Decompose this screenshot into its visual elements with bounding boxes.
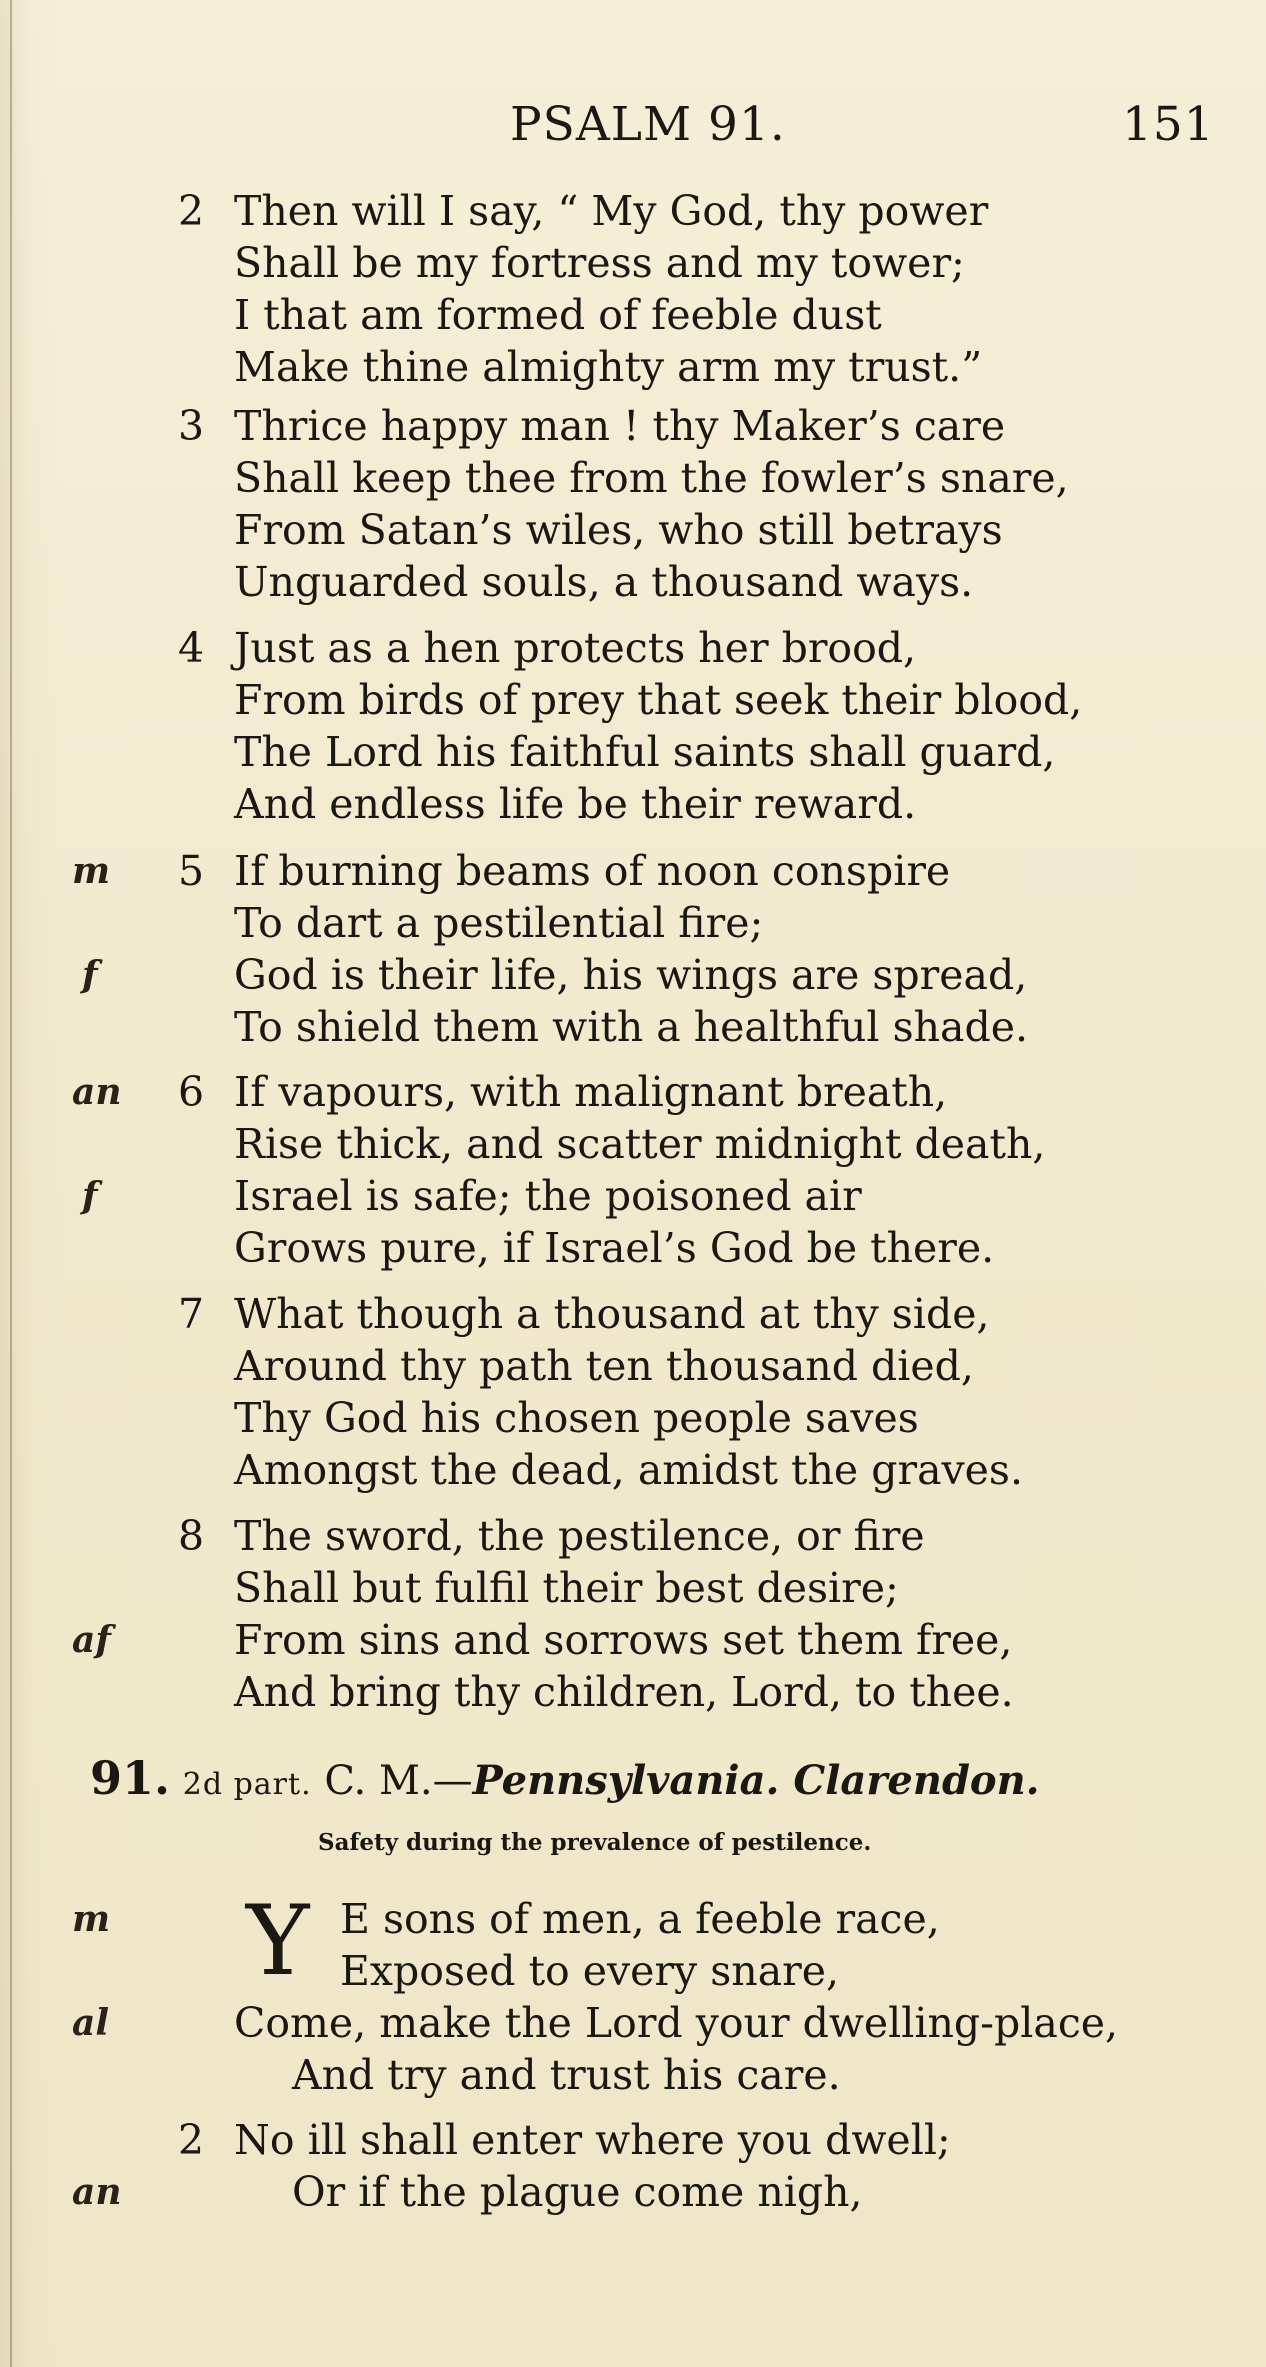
- verse-number: 7: [178, 1290, 205, 1338]
- drop-cap: Y: [246, 1885, 310, 1997]
- verse-line: Shall but fulfil their best desire;: [234, 1564, 899, 1612]
- dynamic-mark: al: [72, 2002, 110, 2044]
- verse-line: Israel is safe; the poisoned air: [234, 1172, 862, 1220]
- verse-line: Just as a hen protects her brood,: [234, 624, 917, 672]
- verse-line: From birds of prey that seek their blood,: [234, 676, 1083, 724]
- dynamic-mark: an: [72, 2171, 122, 2213]
- verse-line: From Satan’s wiles, who still betrays: [234, 506, 1003, 554]
- verse-line: Or if the plague come nigh,: [292, 2168, 863, 2216]
- verse-number: 4: [178, 624, 205, 672]
- verse-line: I that am formed of feeble dust: [234, 291, 882, 339]
- dynamic-mark: f: [82, 954, 98, 996]
- hymn-part: 2d part.: [182, 1767, 312, 1802]
- hymn-heading: [90, 1750, 1040, 1813]
- verse-line: If vapours, with malignant breath,: [234, 1068, 948, 1116]
- verse-line: And bring thy children, Lord, to thee.: [234, 1668, 1014, 1716]
- verse-number: 2: [178, 2116, 205, 2164]
- verse-line: Thy God his chosen people saves: [234, 1394, 919, 1442]
- verse-line: God is their life, his wings are spread,: [234, 951, 1028, 999]
- verse-line: Make thine almighty arm my trust.”: [234, 343, 983, 391]
- verse-number: 3: [178, 402, 205, 450]
- verse-line: The sword, the pestilence, or fire: [234, 1512, 925, 1560]
- dynamic-mark: m: [72, 850, 111, 892]
- verse-line: Shall keep thee from the fowler’s snare,: [234, 454, 1069, 502]
- verse-number: 8: [178, 1512, 205, 1560]
- verse-line: What though a thousand at thy side,: [234, 1290, 990, 1338]
- verse-line: To shield them with a healthful shade.: [234, 1003, 1029, 1051]
- hymn-meter: C. M.—: [324, 1758, 473, 1804]
- dynamic-mark: af: [72, 1619, 111, 1661]
- page-number: 151: [1122, 97, 1215, 152]
- verse-line: Around thy path ten thousand died,: [234, 1342, 974, 1390]
- verse-line: Grows pure, if Israel’s God be there.: [234, 1224, 995, 1272]
- verse-line: No ill shall enter where you dwell;: [234, 2116, 951, 2164]
- hymn-number: 91.: [90, 1751, 171, 1805]
- verse-line: Unguarded souls, a thousand ways.: [234, 558, 974, 606]
- dynamic-mark: m: [72, 1898, 111, 1940]
- verse-line: The Lord his faithful saints shall guard,: [234, 728, 1056, 776]
- verse-number: 5: [178, 847, 205, 895]
- page-edge-shadow: [10, 0, 12, 2367]
- verse-line: Then will I say, “ My God, thy power: [234, 187, 989, 235]
- verse-line: E sons of men, a feeble race,: [340, 1895, 940, 1943]
- verse-number: 2: [178, 187, 205, 235]
- dynamic-mark: f: [82, 1175, 98, 1217]
- verse-line: From sins and sorrows set them free,: [234, 1616, 1013, 1664]
- verse-line: And try and trust his care.: [292, 2051, 841, 2099]
- verse-line: If burning beams of noon conspire: [234, 847, 951, 895]
- verse-line: To dart a pestilential fire;: [234, 899, 764, 947]
- running-head-title: PSALM 91.: [510, 97, 786, 152]
- verse-line: Come, make the Lord your dwelling-place,: [234, 1999, 1119, 2047]
- dynamic-mark: an: [72, 1071, 122, 1113]
- verse-line: Exposed to every snare,: [340, 1947, 840, 1995]
- hymn-tunes: Pennsylvania. Clarendon.: [472, 1757, 1040, 1804]
- verse-line: Thrice happy man ! thy Maker’s care: [234, 402, 1006, 450]
- verse-line: Rise thick, and scatter midnight death,: [234, 1120, 1046, 1168]
- verse-number: 6: [178, 1068, 205, 1116]
- hymn-subtitle: Safety during the prevalence of pestilence.: [318, 1829, 872, 1856]
- verse-line: Amongst the dead, amidst the graves.: [234, 1446, 1024, 1494]
- verse-line: Shall be my fortress and my tower;: [234, 239, 965, 287]
- verse-line: And endless life be their reward.: [234, 780, 917, 828]
